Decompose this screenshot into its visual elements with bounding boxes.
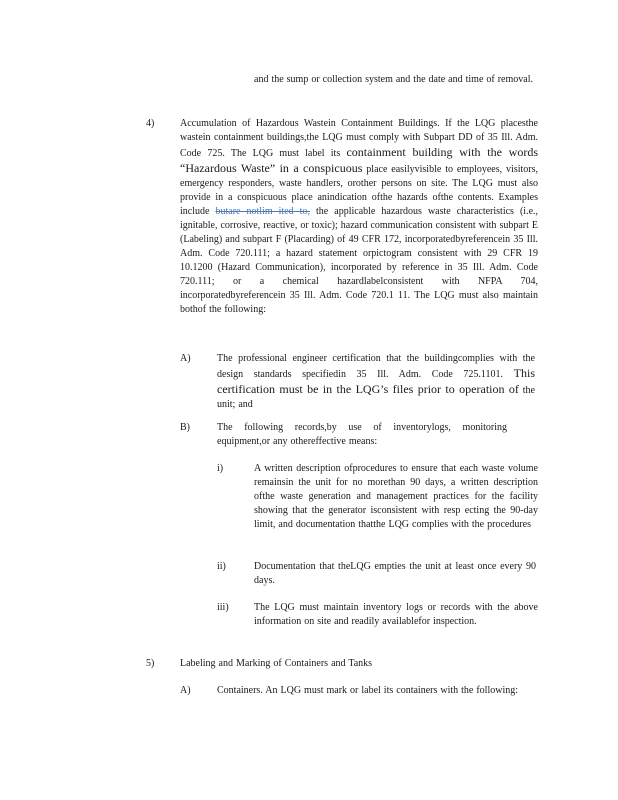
item-4b-ii-number: ii) [217,561,226,572]
item-4b-iii-number: iii) [217,602,229,613]
item-4b-number: B) [180,422,190,433]
item-4a-number: A) [180,353,191,364]
struck-text: butare notlim ited to, [215,206,310,217]
section-4-text-2: containment building with the words “Hazardous Waste” in a conspicuous [180,145,538,175]
item-4b-iii-paragraph: The LQG must maintain inventory logs or records with the above information on site and readily availablefor inspection. [254,602,538,627]
section-4-number: 4) [146,118,155,129]
section-5-number: 5) [146,658,155,669]
item-5a-paragraph: Containers. An LQG must mark or label its containers with the following: [217,685,519,696]
item-4b-i-paragraph: A written description ofprocedures to ensure that each waste volume remainsin the unit for no morethan 90 days, a written description ofthe waste generation and management practices for the facility showing that the generator isconsistent with resp ecting the 90-day limit, and documentation thatthe LQG complies with the procedures [254,463,538,530]
item-4b-paragraph: The following records,by use of inventorylogs, monitoring equipment,or any othereffective means: [217,422,507,447]
item-5a-number: A) [180,685,191,696]
section-4-text-1: Accumulation of Hazardous Wastein Containment Buildings. If the LQG placesthe wastein containment buildings,the LQG must comply with Subpart DD of 35 Ill. Adm. Code 725. The LQG must label its [180,118,538,159]
section-4-paragraph [180,117,538,317]
item-4a-paragraph [217,352,535,412]
section-4-text-4: the applicable hazardous waste characteristics (i.e., ignitable, corrosive, reactive, or toxic); hazard communication consistent with subpart E (Labeling) and subpart F (Placarding) of 49 CFR 172, incorporatedbyreferencein 35 Ill. Adm. Code 720.111; a hazard statement orpictogram consistent with 29 CFR 19 10.1200 (Hazard Communication), incorporated by reference in 35 Ill. Adm. Code 720.111; or a chemical hazardlabelconsistent with NFPA 704, incorporatedbyreferencein 35 Ill. Adm. Code 720.1 11. The LQG must also maintain bothof the following: [180,206,539,315]
item-4a-text-2: This certification must be in the LQG’s files prior to operation of [217,366,535,396]
intro-paragraph: and the sump or collection system and the date and time of removal. [254,74,533,85]
section-4-text-3: place easilyvisible to employees, visitors, emergency responders, waste handlers, orother persons on site. The LQG must also provide in a conspicuous place anindication ofthe hazards ofthe contents. Examples include [180,164,538,217]
item-4a-text-1: The professional engineer certification that the buildingcomplies with the design standards specifiedin 35 Ill. Adm. Code 725.1101. [217,353,535,380]
item-4a-text-3: the unit; and [217,385,535,410]
section-5-title: Labeling and Marking of Containers and Tanks [180,658,373,669]
item-4b-ii-paragraph: Documentation that theLQG empties the unit at least once every 90 days. [254,561,536,586]
item-4b-i-number: i) [217,463,224,474]
